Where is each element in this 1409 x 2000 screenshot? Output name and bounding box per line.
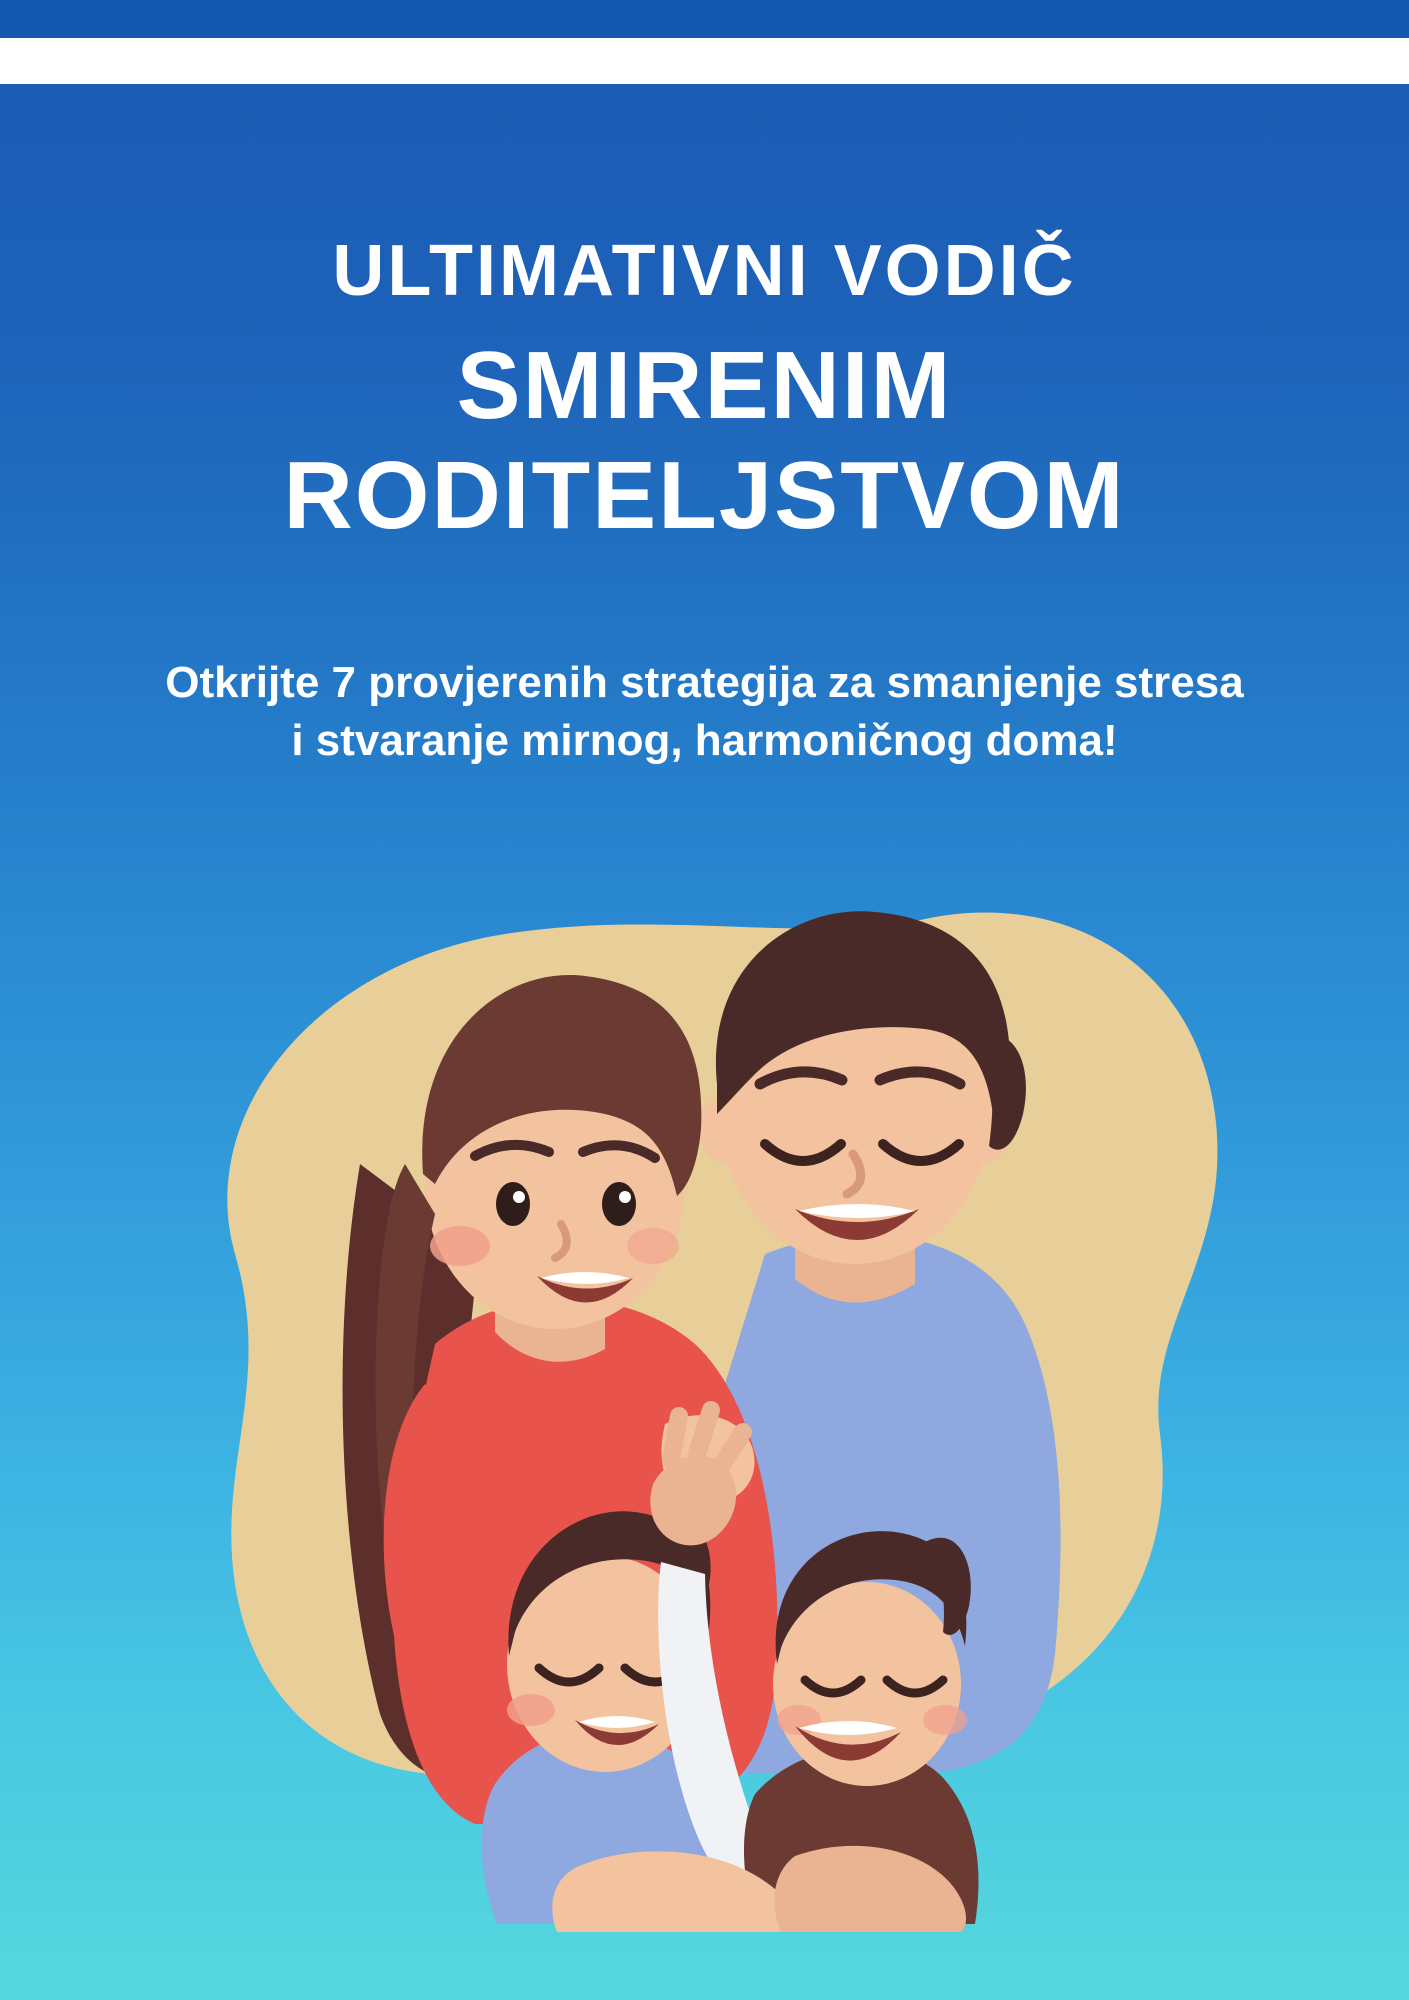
- family-illustration: [105, 784, 1305, 1934]
- headline-block: [0, 231, 1409, 550]
- subtitle-text: Otkrijte 7 provjerenih strategija za smanjenje stresa i stvaranje mirnog, harmoničnog doma!: [165, 658, 1244, 766]
- white-spacer: [0, 38, 1409, 84]
- title-line-2: RODITELJSTVOM: [283, 442, 1126, 550]
- top-accent-bar: [0, 0, 1409, 38]
- cover-panel: [0, 84, 1409, 2000]
- title-line-1: SMIRENIM: [456, 331, 953, 439]
- kicker-text: ULTIMATIVNI VODIČ: [332, 231, 1077, 311]
